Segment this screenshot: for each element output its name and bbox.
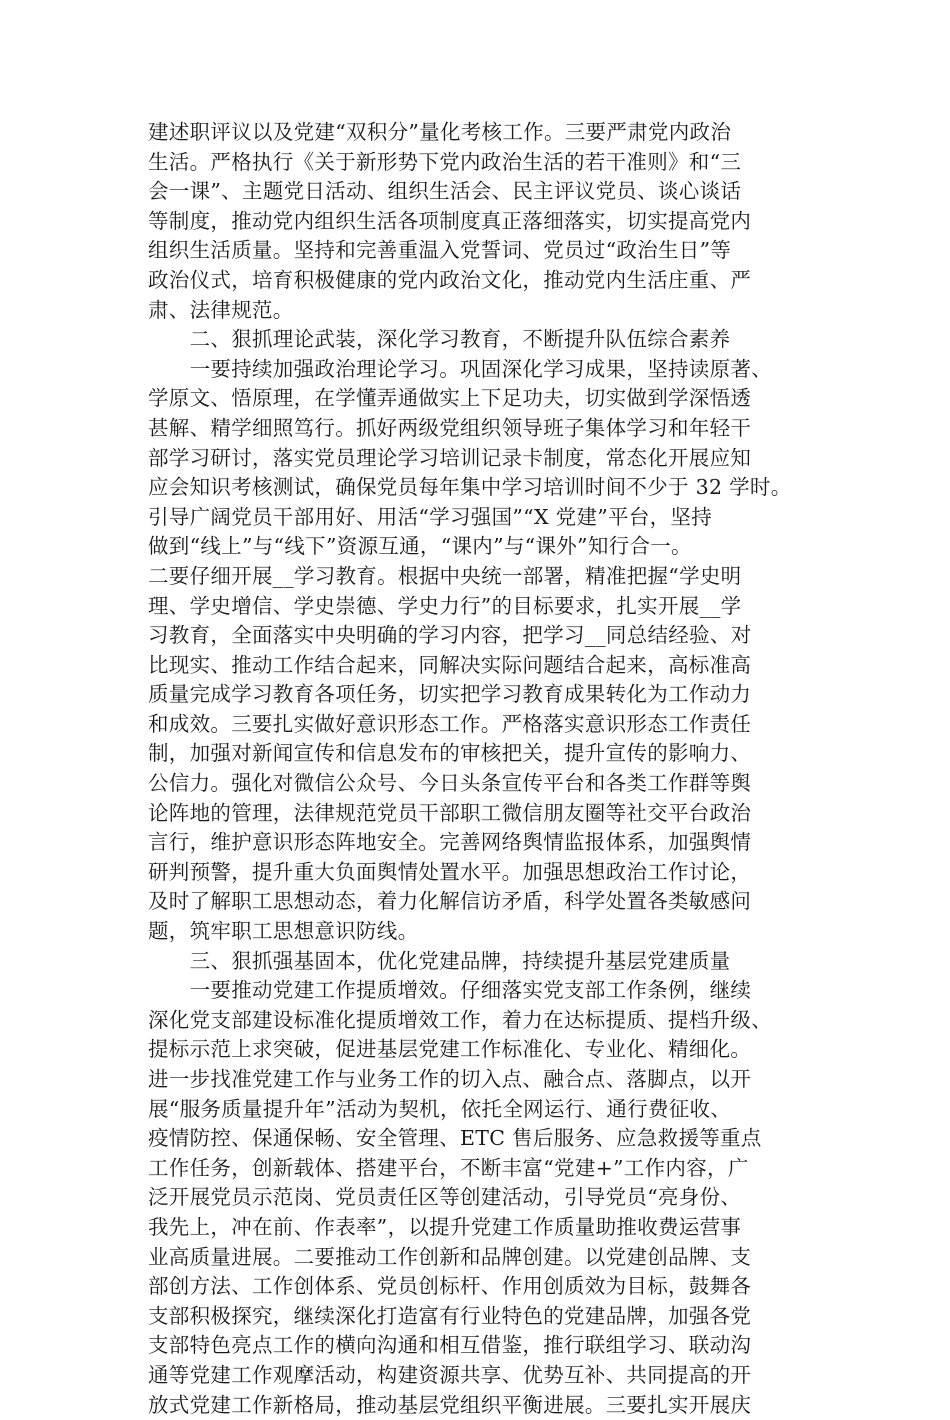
text-line: 理、学史增信、学史崇德、学史力行”的目标要求，扎实开展__学 — [148, 593, 742, 618]
text-line: 肃、法律规范。 — [148, 297, 294, 322]
text-line: 会一课”、主题党日活动、组织生活会、民主评议党员、谈心谈话 — [148, 179, 742, 204]
text-line: 生活。严格执行《关于新形势下党内政治生活的若干准则》和“三 — [148, 149, 742, 174]
text-line: 应会知识考核测试，确保党员每年集中学习培训时间不少于 32 学时。 — [148, 475, 792, 500]
text-line: 放式党建工作新格局，推动基层党组织平衡进展。三要扎实开展庆 — [148, 1392, 752, 1417]
text-line: 习教育，全面落实中央明确的学习内容，把学习__同总结经验、对 — [148, 623, 752, 648]
text-line: 研判预警，提升重大负面舆情处置水平。加强思想政治工作讨论， — [148, 859, 752, 884]
text-line: 言行，维护意识形态阵地安全。完善网络舆情监报体系，加强舆情 — [148, 830, 752, 855]
text-line: 学原文、悟原理，在学懂弄通做实上下足功夫，切实做到学深悟透 — [148, 386, 752, 411]
text-line: 深化党支部建设标准化提质增效工作，着力在达标提质、提档升级、 — [148, 1007, 772, 1032]
text-line: 一要持续加强政治理论学习。巩固深化学习成果，坚持读原著、 — [148, 356, 772, 381]
text-line: 部创方法、工作创体系、党员创标杆、作用创质效为目标，鼓舞各 — [148, 1274, 752, 1299]
text-line: 组织生活质量。坚持和完善重温入党誓词、党员过“政治生日”等 — [148, 238, 732, 263]
text-line: 论阵地的管理，法律规范党员干部职工微信朋友圈等社交平台政治 — [148, 800, 752, 825]
text-line: 政治仪式，培育积极健康的党内政治文化，推动党内生活庄重、严 — [148, 267, 752, 292]
text-line: 做到“线上”与“线下”资源互通，“课内”与“课外”知行合一。 — [148, 534, 692, 559]
text-line: 三、狠抓强基固本，优化党建品牌，持续提升基层党建质量 — [148, 948, 731, 973]
text-line: 甚解、精学细照笃行。抓好两级党组织领导班子集体学习和年轻干 — [148, 415, 752, 440]
text-line: 展“服务质量提升年”活动为契机，依托全网运行、通行费征收、 — [148, 1096, 732, 1121]
text-line: 提标示范上求突破，促进基层党建工作标准化、专业化、精细化。 — [148, 1037, 752, 1062]
text-line: 支部积极探究，继续深化打造富有行业特色的党建品牌，加强各党 — [148, 1303, 752, 1328]
document-body — [148, 118, 824, 1420]
text-line: 我先上，冲在前、作表率”，以提升党建工作质量助推收费运营事 — [148, 1214, 742, 1239]
text-line: 进一步找准党建工作与业务工作的切入点、融合点、落脚点，以开 — [148, 1067, 752, 1091]
text-line: 工作任务，创新载体、搭建平台，不断丰富“党建+”工作内容，广 — [148, 1155, 749, 1180]
text-line: 业高质量进展。二要推动工作创新和品牌创建。以党建创品牌、支 — [148, 1244, 752, 1269]
text-line: 比现实、推动工作结合起来，同解决实际问题结合起来，高标准高 — [148, 652, 752, 677]
text-line: 及时了解职工思想动态，着力化解信访矛盾，科学处置各类敏感问 — [148, 889, 752, 914]
text-line: 公信力。强化对微信公众号、今日头条宣传平台和各类工作群等舆 — [148, 771, 752, 796]
text-line: 质量完成学习教育各项任务，切实把学习教育成果转化为工作动力 — [148, 682, 752, 707]
text-line: 泛开展党员示范岗、党员责任区等创建活动，引导党员“亮身份、 — [148, 1185, 742, 1210]
text-line: 制，加强对新闻宣传和信息发布的审核把关，提升宣传的影响力、 — [148, 741, 752, 766]
text-line: 支部特色亮点工作的横向沟通和相互借鉴，推行联组学习、联动沟 — [148, 1333, 752, 1358]
text-line: 部学习研讨，落实党员理论学习培训记录卡制度，常态化开展应知 — [148, 445, 752, 470]
text-line: 等制度，推动党内组织生活各项制度真正落细落实，切实提高党内 — [148, 208, 752, 233]
text-line: 和成效。三要扎实做好意识形态工作。严格落实意识形态工作责任 — [148, 711, 752, 736]
text-line: 二、狠抓理论武装，深化学习教育，不断提升队伍综合素养 — [148, 327, 731, 352]
text-line: 通等党建工作观摩活动，构建资源共享、优势互补、共同提高的开 — [148, 1362, 752, 1387]
text-line: 疫情防控、保通保畅、安全管理、ETC 售后服务、应急救援等重点 — [148, 1126, 762, 1151]
text-line: 题，筑牢职工思想意识防线。 — [148, 919, 419, 944]
text-line: 引导广阔党员干部用好、用活“学习强国”“X 党建”平台，坚持 — [148, 504, 713, 529]
text-line: 二要仔细开展__学习教育。根据中央统一部署，精准把握“学史明 — [148, 563, 742, 588]
text-line: 建述职评议以及党建“双积分”量化考核工作。三要严肃党内政治 — [148, 120, 732, 144]
text-line: 一要推动党建工作提质增效。仔细落实党支部工作条例，继续 — [148, 978, 752, 1003]
